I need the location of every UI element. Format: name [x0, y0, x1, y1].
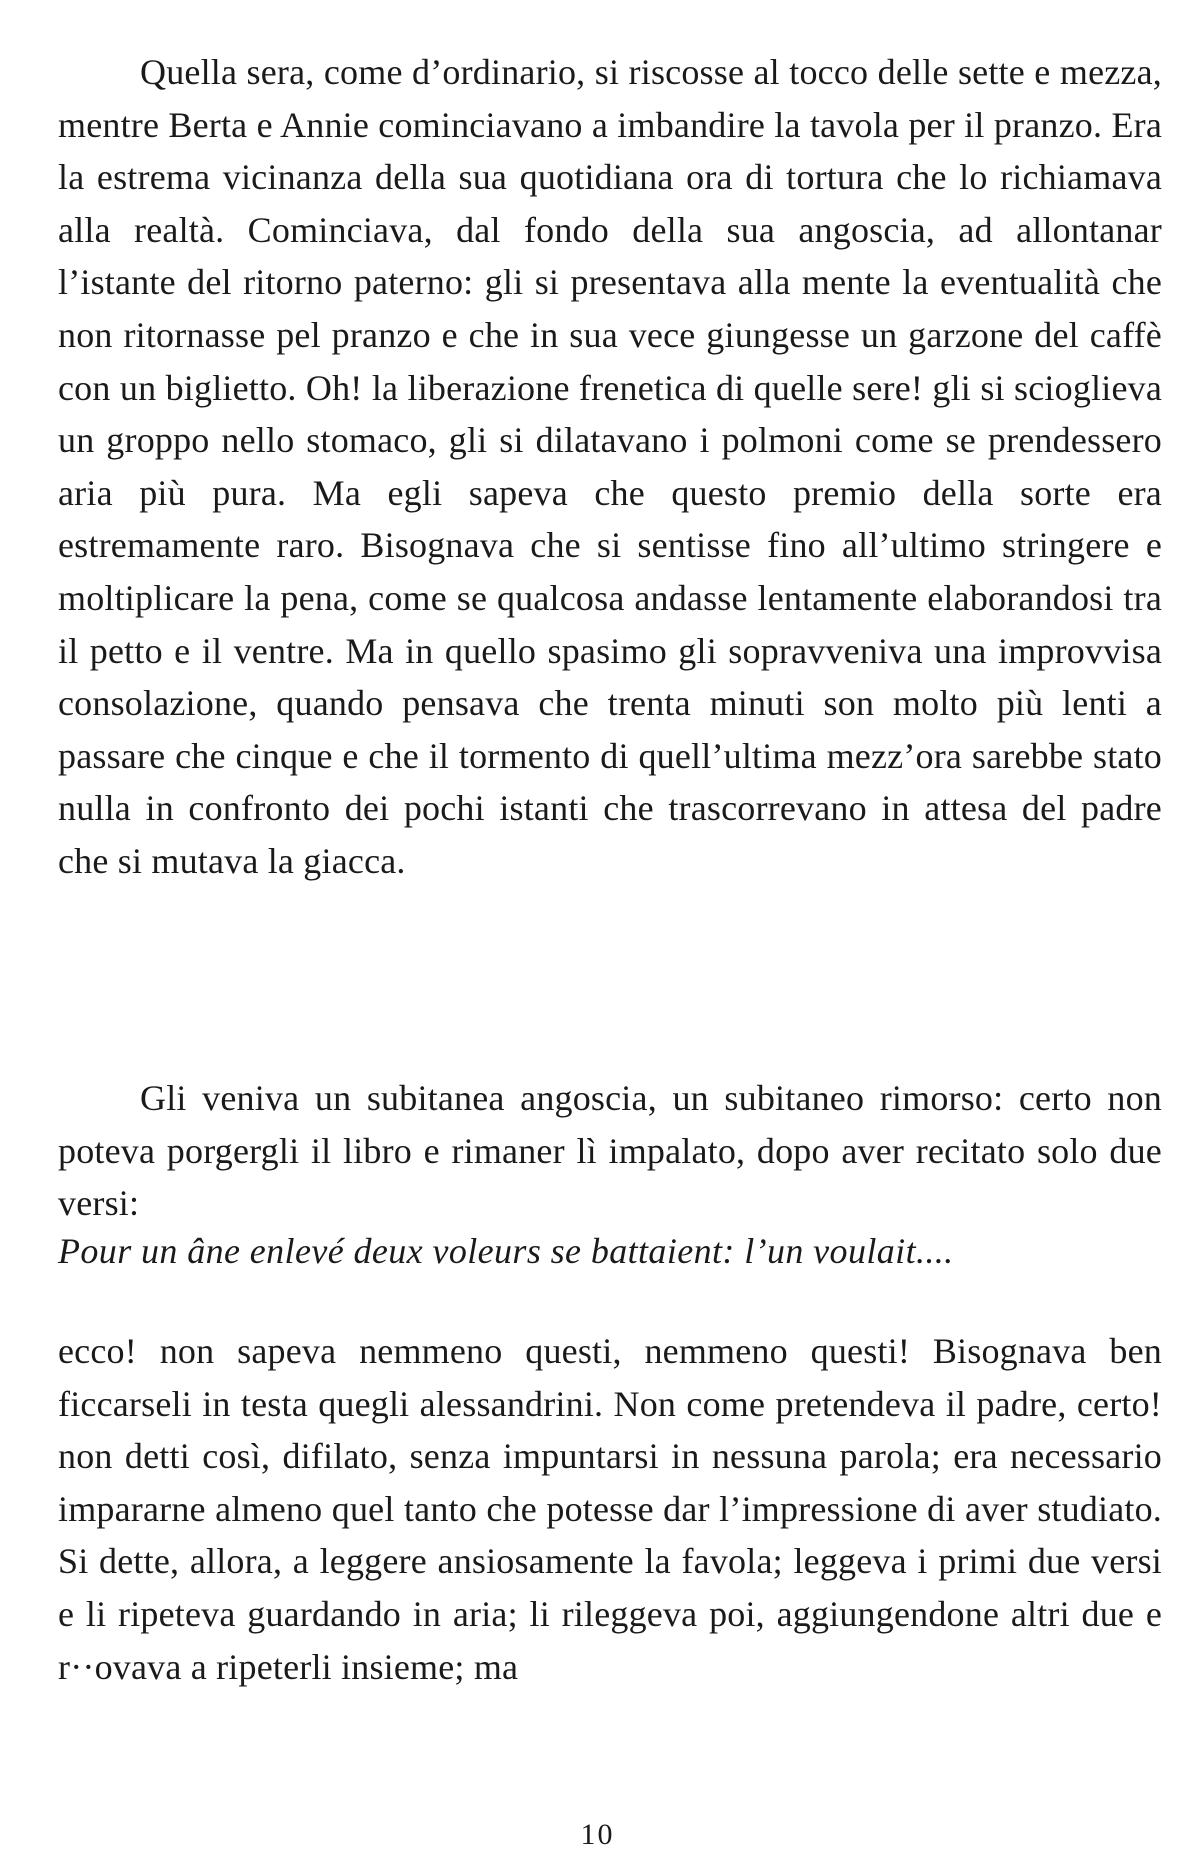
verse-quote [58, 1225, 1162, 1277]
body-text-middle [58, 1072, 1162, 1230]
paragraph: Quella sera, come d’ordinario, si riscosse al tocco delle sette e mezza, mentre Berta e Annie cominciavano a imbandire la tavola per il pranzo. Era la estrema vicinanza della sua quotidiana ora di tortura che lo richiamava alla realtà. Cominciava, dal fondo della sua angoscia, ad allontanar l’istante del ritorno paterno: gli si presentava alla mente la eventualità che non ritornasse pel pranzo e che in sua vece giungesse un garzone del caffè con un biglietto. Oh! la liberazione frenetica di quelle sere! gli si scioglieva un groppo nello stomaco, gli si dilatavano i polmoni come se prendessero aria più pura. Ma egli sapeva che questo premio della sorte era estremamente raro. Bisognava che si sentisse fino all’ultimo stringere e moltiplicare la pena, come se qualcosa andasse lentamente elaborandosi tra il petto e il ventre. Ma in quello spasimo gli sopravveniva una improvvisa consolazione, quando pensava che trenta minuti son molto più lenti a passare che cinque e che il tormento di quell’ultima mezz’ora sarebbe stato nulla in confronto dei pochi istanti che trascorrevano in attesa del padre che si mutava la giacca. [58, 52, 1162, 881]
body-text-top [58, 46, 1162, 888]
paragraph: ecco! non sapeva nemmeno questi, nemmeno questi! Bisognava ben ficcarseli in testa quegli alessandrini. Non come pretendeva il padre, certo! non detti così, difilato, senza impuntarsi in nessuna parola; era necessario impararne almeno quel tanto che potesse dar l’impressione di aver studiato. Si dette, allora, a leggere ansiosamente la favola; leggeva i primi due versi e li ripeteva guardando in aria; li rileggeva poi, aggiungendone altri due e r··ovava a ripeterli insieme; ma [58, 1331, 1162, 1687]
paragraph: Gli veniva un subitanea angoscia, un subitaneo rimorso: certo non poteva porgergli il libro e rimaner lì impalato, dopo aver recitato solo due versi: [58, 1078, 1162, 1224]
quoted-verse: Pour un âne enlevé deux voleurs se battaient: l’un voulait.... [58, 1231, 954, 1271]
page-number: 10 [580, 1818, 615, 1851]
body-text-bottom [58, 1325, 1162, 1693]
